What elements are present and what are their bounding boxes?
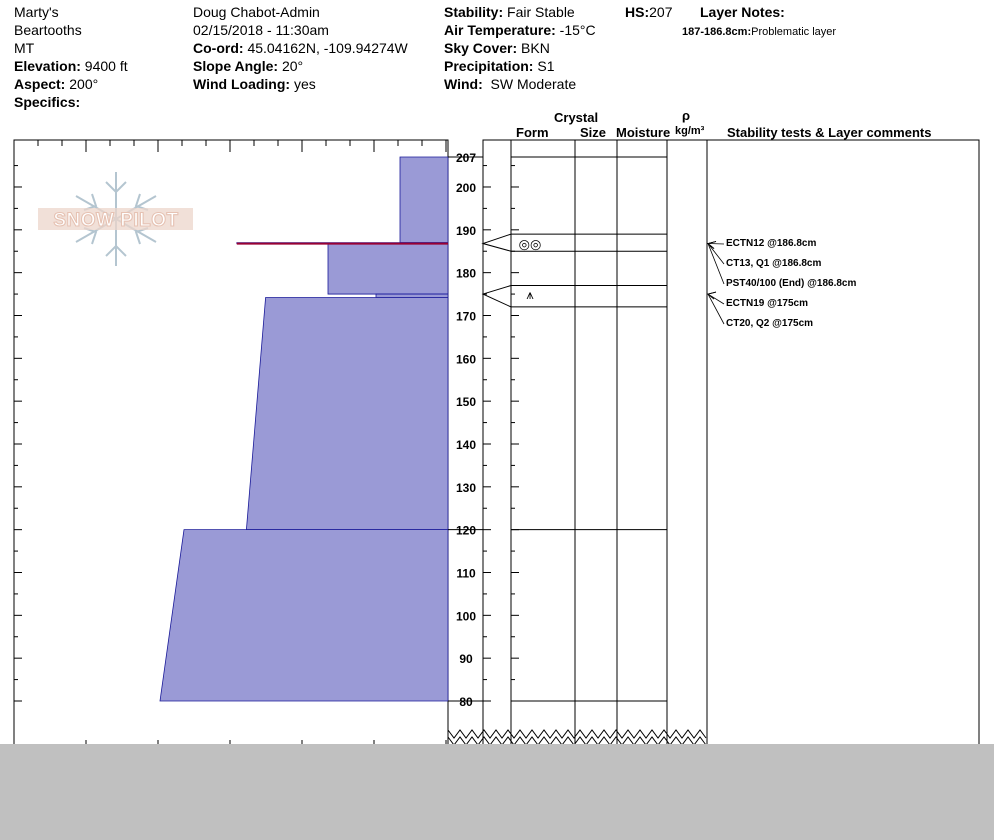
density-unit: kg/m³ — [675, 125, 705, 137]
wind-value: SW Moderate — [490, 76, 577, 92]
stability-test-label: ECTN12 @186.8cm — [726, 238, 817, 249]
hs-value: 207 — [649, 4, 673, 20]
depth-tick-label: 207 — [455, 151, 477, 165]
hardness-layer — [246, 297, 448, 529]
layer-note-range: 187-186.8cm: — [682, 26, 752, 38]
depth-tick-label: 130 — [455, 480, 477, 495]
size-header: Size — [580, 125, 607, 140]
test-pointer — [708, 294, 724, 324]
coord-label: Co-ord: — [193, 40, 244, 56]
layer-notes-label: Layer Notes: — [700, 4, 785, 20]
state: MT — [14, 40, 35, 56]
depth-tick-label: 170 — [455, 309, 477, 324]
hardness-bars — [160, 157, 448, 701]
mountain-range: Beartooths — [14, 22, 82, 38]
stability-test-label: CT20, Q2 @175cm — [726, 318, 814, 329]
precip-label: Precipitation: — [444, 58, 534, 74]
depth-tick-label: 200 — [455, 180, 477, 195]
slope-value: 20° — [281, 58, 304, 74]
layer-lines — [448, 157, 667, 701]
hardness-layer — [328, 244, 448, 295]
stability-test-label: PST40/100 (End) @186.8cm — [726, 278, 857, 289]
layer-table — [483, 140, 979, 752]
grain-symbols — [519, 238, 542, 304]
footer-notch — [0, 752, 624, 762]
elevation-label: Elevation: — [14, 58, 81, 74]
grain-form-symbol: ⩚ — [526, 288, 534, 304]
observer-name: Doug Chabot-Admin — [193, 4, 320, 20]
wind-loading-label: Wind Loading: — [193, 76, 291, 92]
depth-tick-label: 160 — [455, 352, 477, 367]
moisture-header: Moisture — [616, 125, 671, 140]
stability-value: Fair Stable — [507, 4, 575, 20]
wind-loading-value: yes — [293, 76, 316, 92]
depth-tick-label: 100 — [455, 609, 477, 624]
test-pointer — [708, 244, 724, 284]
depth-tick-label: 120 — [455, 523, 477, 538]
depth-tick-label: 180 — [455, 266, 477, 281]
aspect-label: Aspect: — [14, 76, 66, 92]
slope-label: Slope Angle: — [193, 58, 279, 74]
stability-test-label: CT13, Q1 @186.8cm — [726, 258, 822, 269]
air-temp-value: -15°C — [559, 22, 596, 38]
hardness-layer — [376, 294, 448, 297]
layer-note-text: Problematic layer — [751, 26, 837, 38]
location-name: Marty's — [14, 4, 59, 20]
depth-tick-label: 150 — [455, 395, 477, 410]
depth-tick-label: 110 — [456, 566, 476, 581]
observation-datetime: 02/15/2018 - 11:30am — [193, 22, 329, 38]
stability-test-label: ECTN19 @175cm — [726, 298, 809, 309]
hardness-layer — [160, 530, 448, 701]
wind-label: Wind: — [444, 76, 483, 92]
grain-form-symbol: ◎◎ — [518, 237, 542, 253]
stability-label: Stability: — [444, 4, 504, 20]
test-pointer — [708, 244, 724, 264]
hardness-layer — [400, 157, 448, 243]
sky-label: Sky Cover: — [444, 40, 518, 56]
depth-tick-label: 90 — [459, 652, 473, 667]
precip-value: S1 — [537, 58, 555, 74]
density-symbol: ρ — [682, 108, 691, 123]
logo-text: SNOW PILOT — [53, 210, 179, 231]
depth-tick-label: 140 — [455, 437, 477, 452]
specifics-label: Specifics: — [14, 94, 81, 110]
sky-value: BKN — [521, 40, 550, 56]
elevation-value: 9400 ft — [84, 58, 128, 74]
crystal-header: Crystal — [554, 110, 599, 125]
stability-tests-header: Stability tests & Layer comments — [727, 125, 932, 140]
coord-value: 45.04162N, -109.94274W — [247, 40, 408, 56]
depth-tick-label: 80 — [459, 695, 473, 709]
aspect-value: 200° — [69, 76, 99, 92]
hs-label: HS: — [625, 4, 650, 20]
air-temp-label: Air Temperature: — [444, 22, 556, 38]
depth-tick-label: 190 — [455, 223, 477, 238]
layer-fan-connector — [483, 234, 511, 251]
layer-fan-connector — [483, 286, 511, 307]
snowpilot-logo — [38, 172, 193, 266]
form-header: Form — [516, 125, 549, 140]
test-pointers — [708, 242, 724, 324]
